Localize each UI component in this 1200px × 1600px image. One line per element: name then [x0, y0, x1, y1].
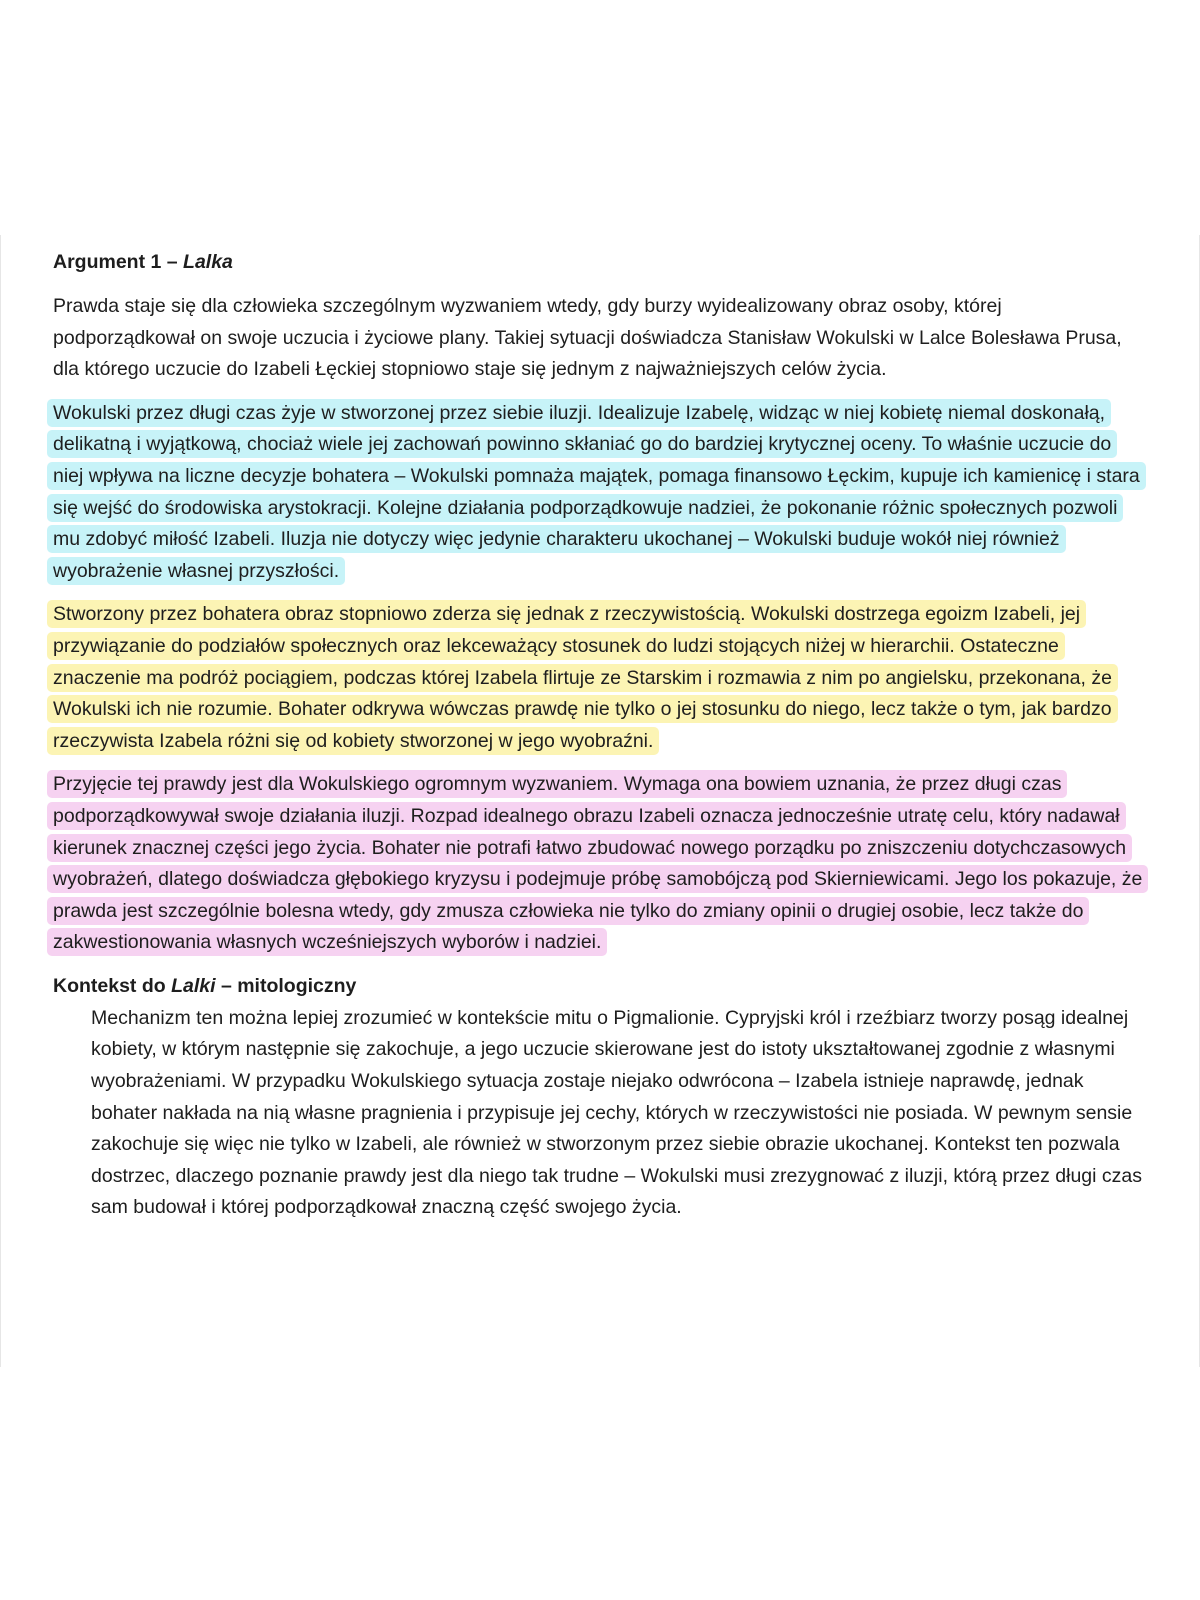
argument-heading — [53, 247, 1143, 277]
document-page — [0, 235, 1200, 1367]
argument-heading-title: Lalka — [183, 251, 233, 273]
argument-heading-prefix: Argument 1 – — [53, 251, 184, 273]
illusion-paragraph — [53, 398, 1143, 588]
context-heading — [53, 971, 1143, 1001]
crisis-paragraph — [53, 769, 1143, 959]
context-text: Mechanizm ten można lepiej zrozumieć w kontekście mitu o Pigmalionie. Cypryjski król i rzeźbiarz tworzy posąg idealnej kobiety, w którym następnie się zakochuje, a jego uczucie skierowane jest do istoty ukształtowanej zgodnie z własnymi wyobrażeniami. W przypadku Wokulskiego sytuacja zostaje niejako odwrócona – Izabela istnieje naprawdę, jednak bohater nakłada na nią własne pragnienia i przypisuje jej cechy, których w rzeczywistości nie posiada. W pewnym sensie zakochuje się więc nie tylko w Izabeli, ale również w stworzonym przez siebie obrazie ukochanej. Kontekst ten pozwala dostrzec, dlaczego poznanie prawdy jest dla niego tak trudne – Wokulski musi zrezygnować z iluzji, którą przez długi czas sam budował i której podporządkował znaczną część swojego życia. — [91, 1006, 1142, 1219]
intro-paragraph — [53, 291, 1143, 386]
intro-text: Prawda staje się dla człowieka szczególnym wyzwaniem wtedy, gdy burzy wyidealizowany obraz osoby, której podporządkował on swoje uczucia i życiowe plany. Takiej sytuacji doświadcza Stanisław Wokulski w Lalce Bolesława Prusa, dla którego uczucie do Izabeli Łęckiej stopniowo staje się jednym z najważniejszych celów życia. — [53, 295, 1122, 381]
context-heading-prefix: Kontekst do — [53, 974, 172, 997]
pink-highlighted-text: Przyjęcie tej prawdy jest dla Wokulskiego ogromnym wyzwaniem. Wymaga ona bowiem uznania, że przez długi czas podporządkowywał swoje działania iluzji. Rozpad idealnego obrazu Izabeli oznacza jednocześnie utratę celu, który nadawał kierunek znacznej części jego życia. Bohater nie potrafi łatwo zbudować nowego porządku po zniszczeniu dotychczasowych wyobrażeń, dlatego doświadcza głębokiego kryzysu i podejmuje próbę samobójczą pod Skierniewicami. Jego los pokazuje, że prawda jest szczególnie bolesna wtedy, gdy zmusza człowieka nie tylko do zmiany opinii o drugiej osobie, lecz także do zakwestionowania własnych wcześniejszych wyborów i nadziei. — [47, 770, 1148, 956]
context-heading-suffix: – mitologiczny — [215, 974, 357, 997]
cyan-highlighted-text: Wokulski przez długi czas żyje w stworzonej przez siebie iluzji. Idealizuje Izabelę, widząc w niej kobietę niemal doskonałą, delikatną i wyjątkową, chociaż wiele jej zachowań powinno skłaniać go do bardziej krytycznej oceny. To właśnie uczucie do niej wpływa na liczne decyzje bohatera – Wokulski pomnaża majątek, pomaga finansowo Łęckim, kupuje ich kamienicę i stara się wejść do środowiska arystokracji. Kolejne działania podporządkowuje nadziei, że pokonanie różnic społecznych pozwoli mu zdobyć miłość Izabeli. Iluzja nie dotyczy więc jedynie charakteru ukochanej – Wokulski buduje wokół niej również wyobrażenie własnej przyszłości. — [47, 399, 1146, 585]
context-heading-title: Lalki — [171, 974, 216, 997]
reality-paragraph — [53, 599, 1143, 757]
context-paragraph — [53, 1003, 1143, 1224]
yellow-highlighted-text: Stworzony przez bohatera obraz stopniowo zderza się jednak z rzeczywistością. Wokulski dostrzega egoizm Izabeli, jej przywiązanie do podziałów społecznych oraz lekceważący stosunek do ludzi stojących niżej w hierarchii. Ostateczne znaczenie ma podróż pociągiem, podczas której Izabela flirtuje ze Starskim i rozmawia z nim po angielsku, przekonana, że Wokulski ich nie rozumie. Bohater odkrywa wówczas prawdę nie tylko o jej stosunku do niego, lecz także o tym, jak bardzo rzeczywista Izabela różni się od kobiety stworzonej w jego wyobraźni. — [47, 600, 1118, 754]
document-content — [53, 247, 1143, 1236]
